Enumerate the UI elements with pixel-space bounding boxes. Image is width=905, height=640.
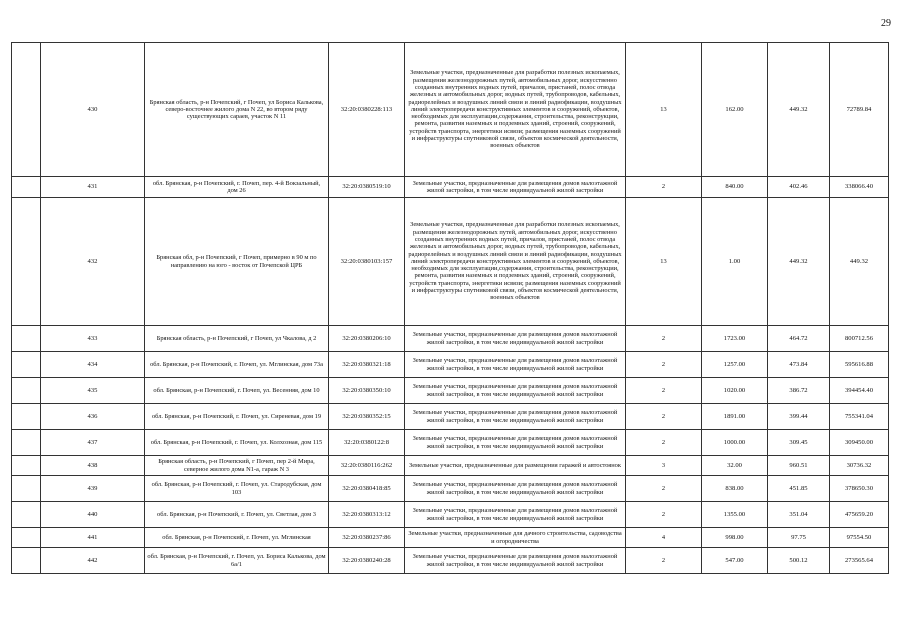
table-row [12,378,889,404]
row-number: 433 [41,326,145,352]
specific-value-cell: 97.75 [768,528,830,548]
group-cell: 2 [626,378,702,404]
land-use-cell: Земельные участки, предназначенные для размещения домов малоэтажной жилой застройки, в том числе индивидуальной жилой застройки [405,177,626,198]
land-use-cell: Земельные участки, предназначенные для размещения домов малоэтажной жилой застройки, в том числе индивидуальной жилой застройки [405,378,626,404]
area-cell: 1.00 [702,198,768,326]
table-row [12,456,889,476]
cadastral-number-cell: 32:20:0380350:10 [329,378,405,404]
cadastral-number-cell: 32:20:0380237:86 [329,528,405,548]
page-number: 29 [881,18,891,29]
specific-value-cell: 449.32 [768,198,830,326]
row-number: 439 [41,476,145,502]
table-row [12,43,889,177]
cadastral-value-cell: 595616.88 [830,352,889,378]
land-use-cell: Земельные участки, предназначенные для размещения домов малоэтажной жилой застройки, в том числе индивидуальной жилой застройки [405,404,626,430]
address-cell: обл. Брянская, р-н Почепский, г. Почеп, ул. Колхозная, дом 115 [145,430,329,456]
table-row [12,198,889,326]
cadastral-value-cell: 449.32 [830,198,889,326]
area-cell: 838.00 [702,476,768,502]
land-use-cell: Земельные участки, предназначенные для разработки полезных ископаемых, размещения железнодорожных путей, автомобильных дорог, искусственно созданных внутренних водных путей, причалов, пристаней, полос отвода железных и автомобильных дорог, водных путей, трубопроводов, кабельных, радиорелейных и воздушных линий связи и линий радиофикации, воздушных линий электропередачи конструктивных элементов и сооружений, объектов, необходимых для эксплуатации,содержания, строительства, реконструкции, ремонта, развития наземных и подземных зданий, строений, сооружений, устройств транспорта, энергетики исвязи; размещения наземных сооружений и инфраструктуры спутниковой связи, объектов космической деятельности, военных объектов [405,43,626,177]
cadastral-number-cell: 32:20:0380321:18 [329,352,405,378]
area-cell: 1355.00 [702,502,768,528]
address-cell: Брянская область, р-н Почепский, г Почеп, пер 2-й Мира, северное жилого дома N1-а, гараж N 3 [145,456,329,476]
blank-cell [12,177,41,198]
blank-cell [12,502,41,528]
row-number: 436 [41,404,145,430]
table-row [12,502,889,528]
area-cell: 998.00 [702,528,768,548]
specific-value-cell: 351.04 [768,502,830,528]
address-cell: Брянская область, р-н Почепский, г Почеп, ул Бориса Калькова, северо-восточнее жилого дома N 22, во втором ряду существующих сараев, участок N 11 [145,43,329,177]
address-cell: обл. Брянская, р-н Почепский, г. Почеп, ул. Стародубская, дом 103 [145,476,329,502]
cadastral-number-cell: 32:20:0380240:28 [329,548,405,574]
area-cell: 547.00 [702,548,768,574]
specific-value-cell: 473.84 [768,352,830,378]
area-cell: 1000.00 [702,430,768,456]
table-row [12,326,889,352]
blank-cell [12,456,41,476]
specific-value-cell: 309.45 [768,430,830,456]
address-cell: обл. Брянская, р-н Почепский, г. Почеп, ул. Бориса Калькова, дом 6а/1 [145,548,329,574]
group-cell: 2 [626,352,702,378]
cadastral-number-cell: 32:20:0380116:262 [329,456,405,476]
address-cell: Брянская область, р-н Почепский, г Почеп, ул Чкалова, д 2 [145,326,329,352]
row-number: 431 [41,177,145,198]
specific-value-cell: 464.72 [768,326,830,352]
cadastral-value-cell: 394454.40 [830,378,889,404]
group-cell: 2 [626,404,702,430]
blank-cell [12,404,41,430]
address-cell: обл. Брянская, р-н Почепский, г. Почеп, ул. Сиреневая, дом 19 [145,404,329,430]
specific-value-cell: 386.72 [768,378,830,404]
area-cell: 1723.00 [702,326,768,352]
land-use-cell: Земельные участки, предназначенные для дачного строительства, садоводства и огородничества [405,528,626,548]
land-cadastre-table [11,42,889,574]
blank-cell [12,548,41,574]
group-cell: 4 [626,528,702,548]
cadastral-number-cell: 32:20:0380122:8 [329,430,405,456]
group-cell: 2 [626,177,702,198]
address-cell: обл. Брянская, р-н Почепский, г. Почеп, ул. Весенняя, дом 10 [145,378,329,404]
group-cell: 2 [626,430,702,456]
table-body [12,43,889,574]
cadastral-value-cell: 338066.40 [830,177,889,198]
land-use-cell: Земельные участки, предназначенные для размещения домов малоэтажной жилой застройки, в том числе индивидуальной жилой застройки [405,326,626,352]
row-number: 440 [41,502,145,528]
row-number: 432 [41,198,145,326]
area-cell: 1020.00 [702,378,768,404]
cadastral-number-cell: 32:20:0380206:10 [329,326,405,352]
address-cell: обл. Брянская, р-н Почепский, г. Почеп, ул. Светлая, дом 3 [145,502,329,528]
area-cell: 162.00 [702,43,768,177]
group-cell: 2 [626,548,702,574]
cadastral-number-cell: 32:20:0380228:113 [329,43,405,177]
group-cell: 13 [626,198,702,326]
specific-value-cell: 449.32 [768,43,830,177]
row-number: 442 [41,548,145,574]
table-row [12,528,889,548]
land-use-cell: Земельные участки, предназначенные для размещения домов малоэтажной жилой застройки, в том числе индивидуальной жилой застройки [405,476,626,502]
table-row [12,476,889,502]
cadastral-value-cell: 30736.32 [830,456,889,476]
cadastral-number-cell: 32:20:0380418:85 [329,476,405,502]
blank-cell [12,43,41,177]
address-cell: обл. Брянская, р-н Почепский, г. Почеп, ул. Мглинская, дом 73а [145,352,329,378]
land-use-cell: Земельные участки, предназначенные для размещения гаражей и автостоянок [405,456,626,476]
specific-value-cell: 960.51 [768,456,830,476]
table-row [12,352,889,378]
blank-cell [12,326,41,352]
area-cell: 840.00 [702,177,768,198]
blank-cell [12,352,41,378]
group-cell: 2 [626,476,702,502]
cadastral-value-cell: 97554.50 [830,528,889,548]
cadastral-value-cell: 273565.64 [830,548,889,574]
group-cell: 2 [626,326,702,352]
group-cell: 3 [626,456,702,476]
blank-cell [12,378,41,404]
blank-cell [12,528,41,548]
group-cell: 13 [626,43,702,177]
row-number: 434 [41,352,145,378]
area-cell: 1257.00 [702,352,768,378]
address-cell: Брянская обл, р-н Почепский, г Почеп, примерно в 90 м по направлению на юго - восток от Почепской ЦРБ [145,198,329,326]
row-number: 441 [41,528,145,548]
table-row [12,430,889,456]
cadastral-number-cell: 32:20:0380352:15 [329,404,405,430]
cadastral-number-cell: 32:20:0380519:10 [329,177,405,198]
blank-cell [12,476,41,502]
cadastral-number-cell: 32:20:0380103:157 [329,198,405,326]
row-number: 438 [41,456,145,476]
land-use-cell: Земельные участки, предназначенные для размещения домов малоэтажной жилой застройки, в том числе индивидуальной жилой застройки [405,430,626,456]
group-cell: 2 [626,502,702,528]
cadastral-value-cell: 309450.00 [830,430,889,456]
table-row [12,404,889,430]
cadastral-value-cell: 72789.84 [830,43,889,177]
land-use-cell: Земельные участки, предназначенные для размещения домов малоэтажной жилой застройки, в том числе индивидуальной жилой застройки [405,502,626,528]
row-number: 430 [41,43,145,177]
address-cell: обл. Брянская, р-н Почепский, г. Почеп, пер. 4-й Вокзальный, дом 26 [145,177,329,198]
specific-value-cell: 451.85 [768,476,830,502]
land-use-cell: Земельные участки, предназначенные для размещения домов малоэтажной жилой застройки, в том числе индивидуальной жилой застройки [405,352,626,378]
row-number: 435 [41,378,145,404]
land-use-cell: Земельные участки, предназначенные для разработки полезных ископаемых, размещения железнодорожных путей, автомобильных дорог, искусственно созданных внутренних водных путей, причалов, пристаней, полос отвода железных и автомобильных дорог, водных путей, трубопроводов, кабельных, радиорелейных и воздушных линий связи и линий радиофикации, воздушных линий электропередачи конструктивных элементов и сооружений, объектов, необходимых для эксплуатации,содержания, строительства, реконструкции, ремонта, развития наземных и подземных зданий, строений, сооружений, устройств транспорта, энергетики исвязи; размещения наземных сооружений и инфраструктуры спутниковой связи, объектов космической деятельности, военных объектов [405,198,626,326]
specific-value-cell: 399.44 [768,404,830,430]
blank-cell [12,430,41,456]
cadastral-value-cell: 755341.04 [830,404,889,430]
specific-value-cell: 402.46 [768,177,830,198]
address-cell: обл. Брянская, р-н Почепский, г. Почеп, ул. Мглинская [145,528,329,548]
row-number: 437 [41,430,145,456]
area-cell: 32.00 [702,456,768,476]
land-use-cell: Земельные участки, предназначенные для размещения домов малоэтажной жилой застройки, в том числе индивидуальной жилой застройки [405,548,626,574]
table-row [12,177,889,198]
specific-value-cell: 500.12 [768,548,830,574]
cadastral-value-cell: 378650.30 [830,476,889,502]
cadastral-value-cell: 475659.20 [830,502,889,528]
table-row [12,548,889,574]
cadastral-value-cell: 800712.56 [830,326,889,352]
blank-cell [12,198,41,326]
area-cell: 1891.00 [702,404,768,430]
cadastral-number-cell: 32:20:0380313:12 [329,502,405,528]
